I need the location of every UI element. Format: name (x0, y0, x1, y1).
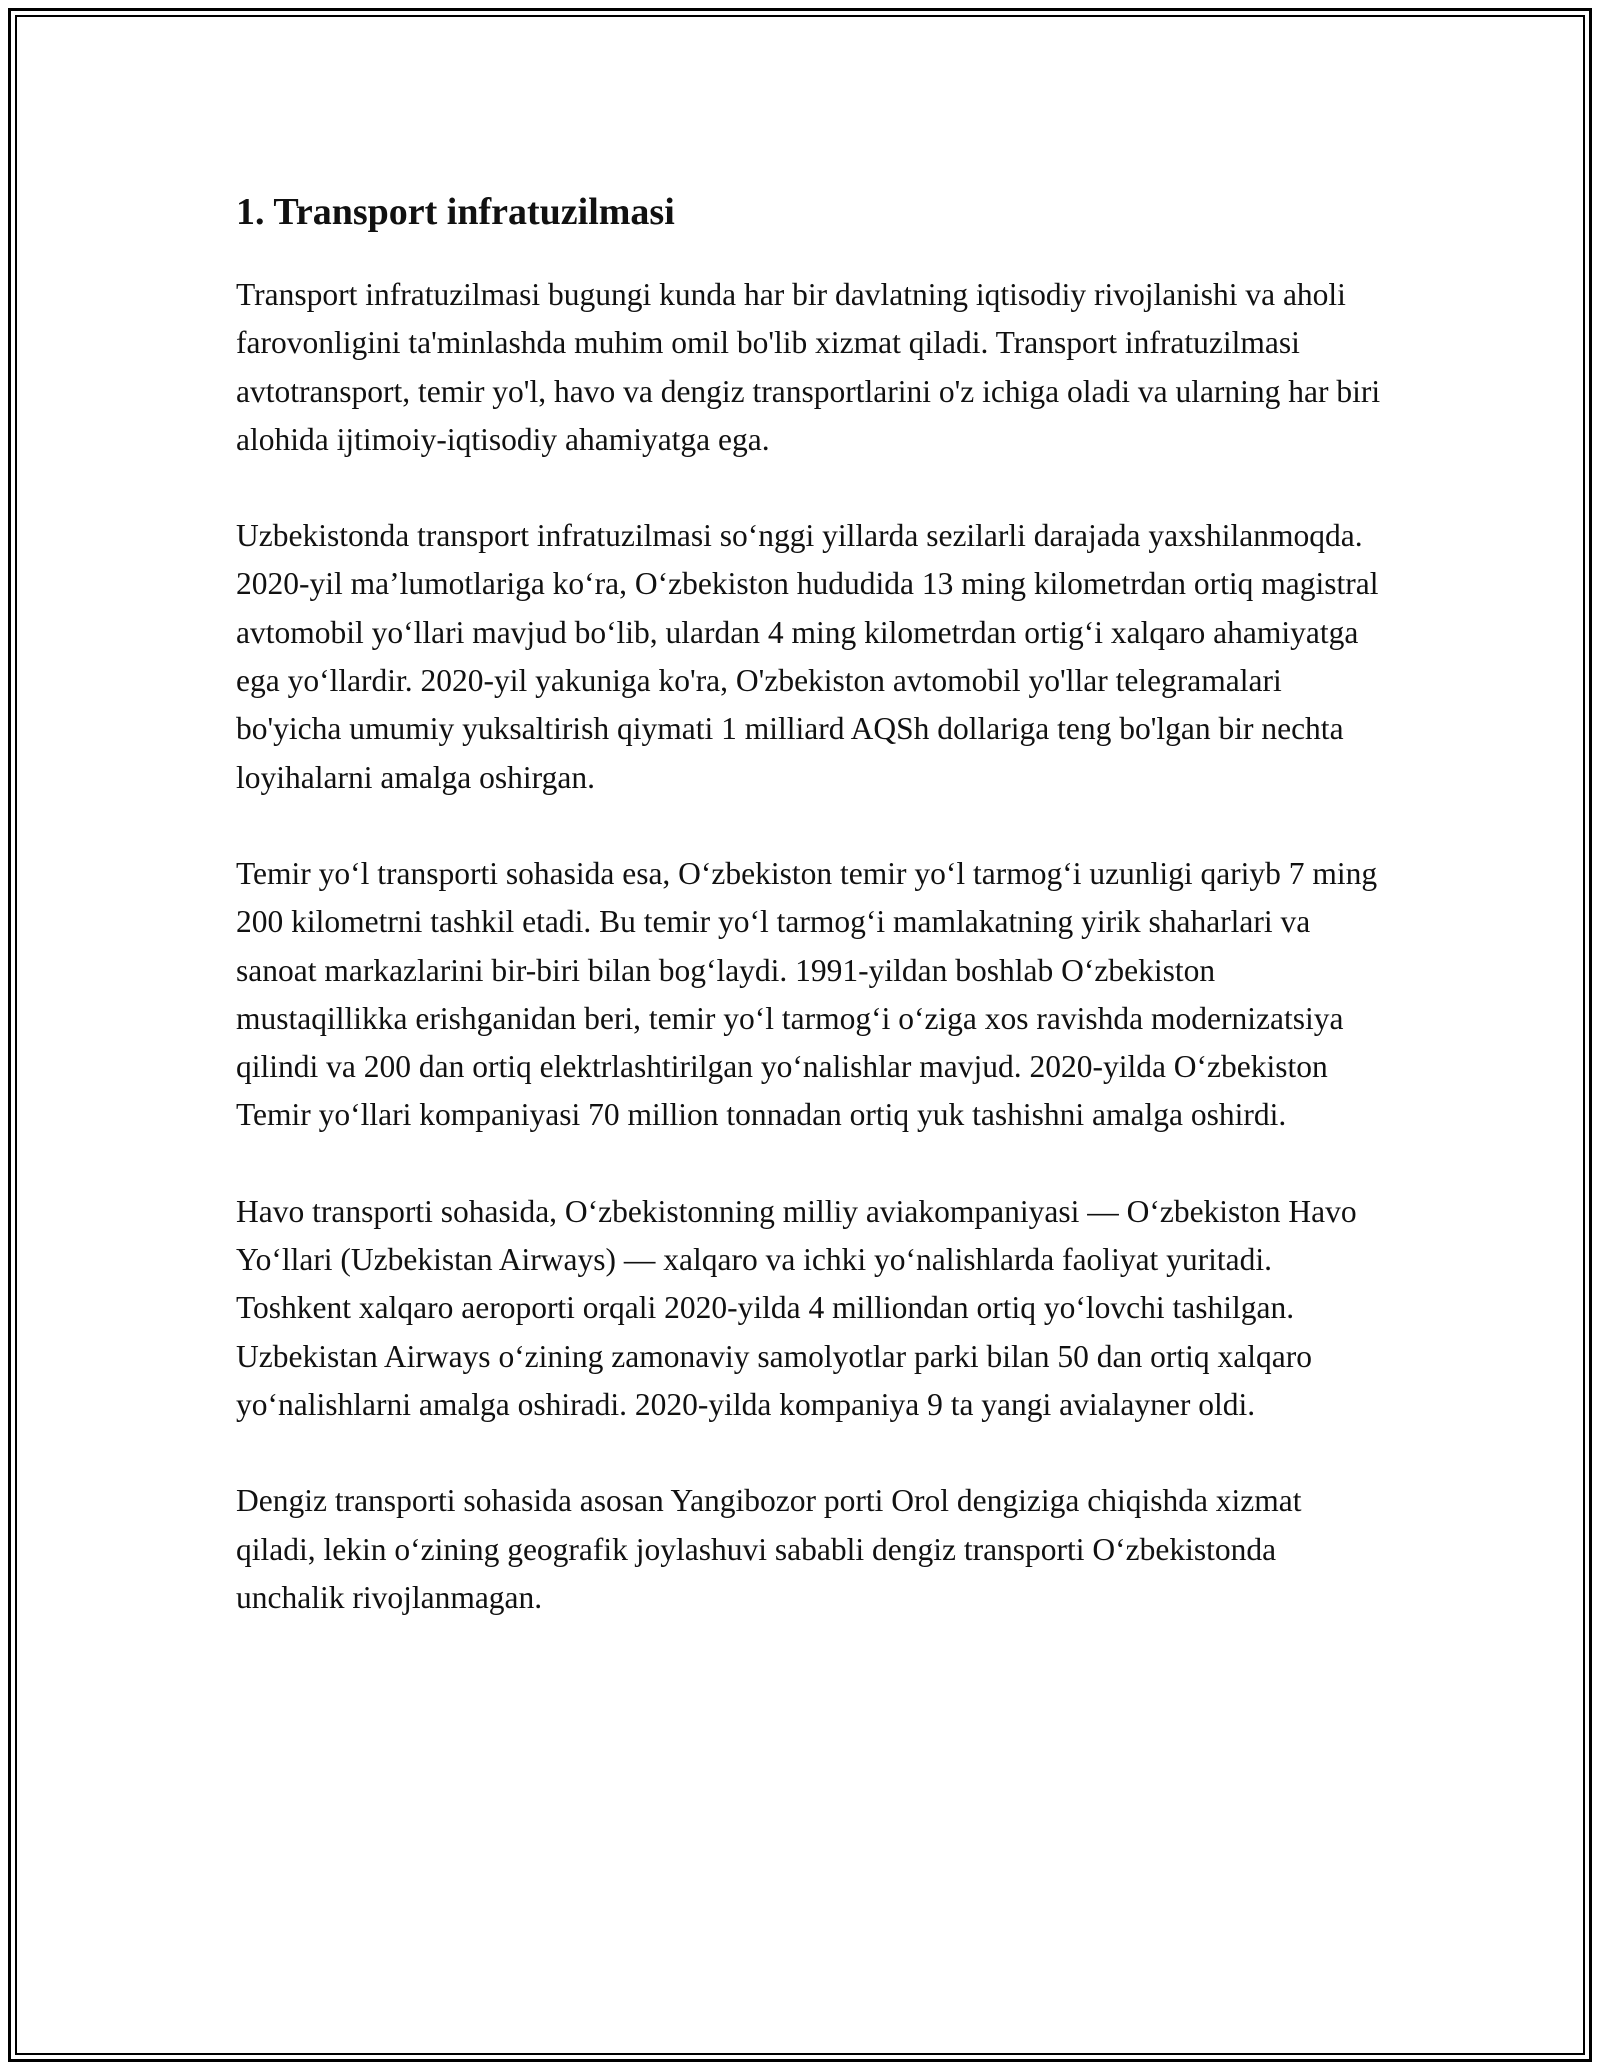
paragraph-rail-transport: Temir yo‘l transporti sohasida esa, O‘zbekiston temir yo‘l tarmog‘i uzunligi qariyb 7 ming 200 kilometrni tashkil etadi. Bu temir yo‘l tarmog‘i mamlakatning yirik shaharlari va sanoat markazlarini bir-biri bilan bog‘laydi. 1991-yildan boshlab O‘zbekiston mustaqillikka erishganidan beri, temir yo‘l tarmog‘i o‘ziga xos ravishda modernizatsiya qilindi va 200 dan ortiq elektrlashtirilgan yo‘nalishlar mavjud. 2020-yilda O‘zbekiston Temir yo‘llari kompaniyasi 70 million tonnadan ortiq yuk tashishni amalga oshirdi. (236, 855, 1378, 1133)
paragraph-sea-transport: Dengiz transporti sohasida asosan Yangibozor porti Orol dengiziga chiqishda xizmat qiladi, lekin o‘zining geografik joylashuvi sababli dengiz transporti O‘zbekistonda unchalik rivojlanmagan. (236, 1483, 1302, 1615)
section-title: 1. Transport infratuzilmasi (236, 191, 675, 233)
document-body (236, 186, 1386, 1670)
paragraph-intro: Transport infratuzilmasi bugungi kunda har bir davlatning iqtisodiy rivojlanishi va aholi farovonligini ta'minlashda muhim omil bo'lib xizmat qiladi. Transport infratuzilmasi avtotransport, temir yo'l, havo va dengiz transportlarini o'z ichiga oladi va ularning har biri alohida ijtimoiy-iqtisodiy ahamiyatga ega. (236, 277, 1381, 457)
paragraph-road-transport: Uzbekistonda transport infratuzilmasi so‘nggi yillarda sezilarli darajada yaxshilanmoqda. 2020-yil ma’lumotlariga ko‘ra, O‘zbekiston hududida 13 ming kilometrdan ortiq magistral avtomobil yo‘llari mavjud bo‘lib, ulardan 4 ming kilometrdan ortig‘i xalqaro ahamiyatga ega yo‘llardir. 2020-yil yakuniga ko'ra, O'zbekiston avtomobil yo'llar telegramalari bo'yicha umumiy yuksaltirish qiymati 1 milliard AQSh dollariga teng bo'lgan bir nechta loyihalarni amalga oshirgan. (236, 518, 1379, 795)
paragraph-air-transport: Havo transporti sohasida, O‘zbekistonning milliy aviakompaniyasi — O‘zbekiston Havo Yo‘llari (Uzbekistan Airways) — xalqaro va ichki yo‘nalishlarda faoliyat yuritadi. Toshkent xalqaro aeroporti orqali 2020-yilda 4 milliondan ortiq yo‘lovchi tashilgan. Uzbekistan Airways o‘zining zamonaviy samolyotlar parki bilan 50 dan ortiq xalqaro yo‘nalishlarni amalga oshiradi. 2020-yilda kompaniya 9 ta yangi avialayner oldi. (236, 1193, 1357, 1422)
